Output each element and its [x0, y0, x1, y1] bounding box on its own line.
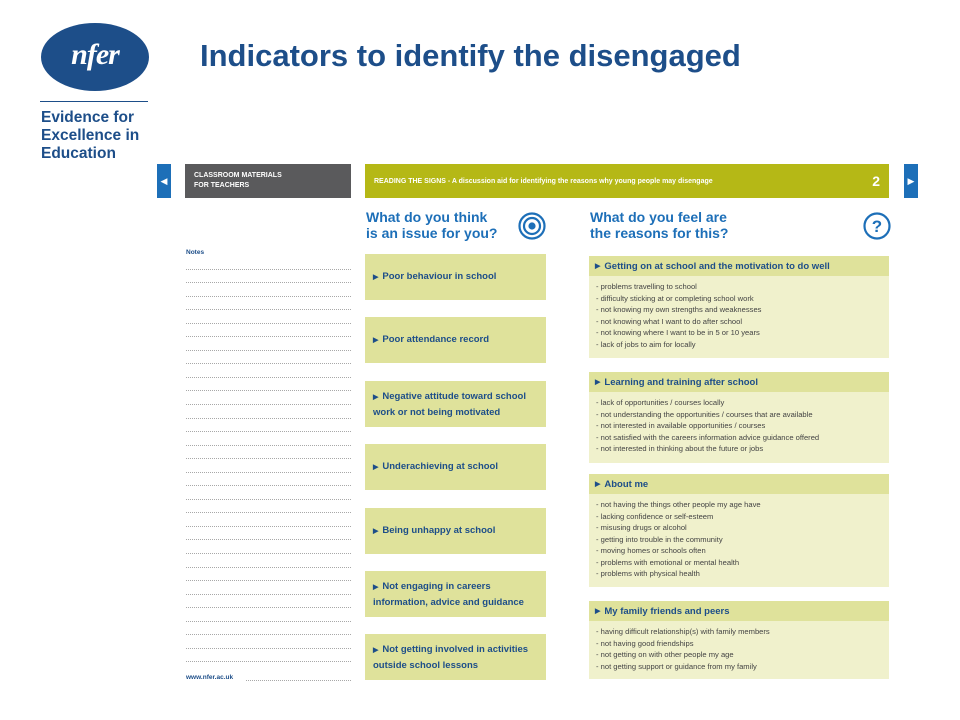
reasons-heading-line: What do you feel are	[590, 209, 727, 225]
slide-title: Indicators to identify the disengaged	[200, 38, 741, 73]
classroom-materials-line: CLASSROOM MATERIALS	[194, 172, 282, 179]
tagline	[41, 109, 139, 163]
reason-group-title: Learning and training after school	[604, 376, 758, 388]
tagline-line: Evidence for	[41, 109, 135, 126]
reason-item: - moving homes or schools often	[596, 546, 706, 555]
reason-group-header[interactable]	[589, 601, 889, 621]
notes-line	[186, 473, 351, 487]
notes-line	[186, 364, 351, 378]
issue-box[interactable]	[365, 634, 546, 680]
issue-text: ▶ Negative attitude toward school work or not being motivated	[373, 390, 526, 418]
notes-line	[186, 337, 351, 351]
reason-item: - not getting support or guidance from my family	[596, 661, 757, 671]
logo-divider	[40, 101, 148, 102]
notes-line	[246, 680, 351, 681]
arrow-right-icon: ▶	[595, 379, 601, 386]
banner-title: READING THE SIGNS - A discussion aid for identifying the reasons why young people may disengage	[374, 177, 713, 185]
issue-box[interactable]	[365, 317, 546, 363]
reason-item: - not satisfied with the careers information advice guidance offered	[596, 432, 820, 442]
notes-line	[186, 649, 351, 663]
arrow-right-icon: ▶	[373, 646, 379, 654]
reason-item: - not having good friendships	[596, 638, 694, 648]
reason-group-title: Getting on at school and the motivation to do well	[604, 260, 830, 272]
reason-group	[589, 474, 889, 587]
reading-the-signs-banner	[365, 164, 889, 198]
question-icon	[863, 212, 891, 240]
tagline-line: Excellence in	[41, 127, 140, 144]
notes-line	[186, 446, 351, 460]
issue-box[interactable]	[365, 444, 546, 490]
reason-item: - not knowing where I want to be in 5 or 10 years	[596, 328, 760, 337]
issue-text: ▶ Being unhappy at school	[373, 525, 496, 536]
reason-group-body	[589, 494, 889, 587]
classroom-materials-header	[185, 164, 351, 198]
reason-group-header[interactable]	[589, 372, 889, 392]
reason-item: - problems travelling to school	[596, 282, 697, 291]
issues-heading-line: What do you think	[366, 209, 488, 225]
reason-group	[589, 256, 889, 358]
notes-line	[186, 540, 351, 554]
reason-group-body	[589, 621, 889, 679]
reason-item: - getting into trouble in the community	[596, 534, 723, 544]
left-triangle-icon: ◀	[160, 175, 168, 186]
arrow-right-icon: ▶	[595, 263, 601, 270]
reasons-heading-line: the reasons for this?	[590, 225, 729, 241]
notes-line	[186, 256, 351, 270]
issue-box[interactable]	[365, 508, 546, 554]
issue-box[interactable]	[365, 381, 546, 427]
notes-line	[186, 608, 351, 622]
right-triangle-icon: ▶	[907, 175, 915, 186]
notes-line	[186, 568, 351, 582]
notes-line	[186, 324, 351, 338]
previous-page-button[interactable]	[157, 164, 171, 198]
reason-item: - lacking confidence or self-esteem	[596, 511, 714, 521]
issue-text: ▶ Not engaging in careers information, advice and guidance	[373, 580, 524, 608]
reason-item: - lack of jobs to aim for locally	[596, 339, 696, 349]
notes-line	[186, 459, 351, 473]
reason-item: - misusing drugs or alcohol	[596, 523, 687, 532]
arrow-right-icon: ▶	[373, 274, 379, 281]
notes-line	[186, 391, 351, 405]
notes-line	[186, 351, 351, 365]
reason-group-body	[589, 276, 889, 358]
reason-item: - not having the things other people my age have	[596, 500, 761, 509]
reason-item: - not understanding the opportunities / courses that are available	[596, 409, 813, 419]
reason-item: - problems with emotional or mental health	[596, 557, 740, 567]
reason-group	[589, 601, 889, 679]
issues-heading-line: is an issue for you?	[366, 225, 498, 241]
notes-line	[186, 635, 351, 649]
reasons-heading	[590, 209, 728, 241]
reason-item: - lack of opportunities / courses locally	[596, 398, 725, 407]
notes-line	[186, 419, 351, 433]
arrow-right-icon: ▶	[595, 481, 601, 488]
next-page-button[interactable]	[904, 164, 918, 198]
notes-line	[186, 405, 351, 419]
notes-line	[186, 513, 351, 527]
arrow-right-icon: ▶	[373, 528, 379, 535]
notes-line	[186, 622, 351, 636]
notes-line	[186, 486, 351, 500]
notes-line	[186, 310, 351, 324]
notes-label: Notes	[186, 249, 205, 256]
arrow-right-icon: ▶	[595, 608, 601, 615]
issues-heading	[366, 209, 497, 241]
reason-group-body	[589, 392, 889, 463]
reason-group-title: My family friends and peers	[604, 605, 730, 617]
target-icon	[518, 212, 546, 240]
arrow-right-icon: ▶	[373, 583, 379, 591]
nfer-logo	[40, 22, 150, 92]
notes-line	[186, 432, 351, 446]
reason-item: - not knowing what I want to do after school	[596, 316, 743, 326]
issue-text: ▶ Not getting involved in activities outside school lessons	[373, 643, 529, 671]
notes-line	[186, 554, 351, 568]
reason-group-header[interactable]	[589, 256, 889, 276]
notes-line	[186, 595, 351, 609]
issue-box[interactable]	[365, 571, 546, 617]
reason-item: - difficulty sticking at or completing school work	[596, 293, 754, 303]
issue-text: ▶ Poor behaviour in school	[373, 271, 497, 282]
logo-text: nfer	[71, 38, 119, 71]
notes-line	[186, 378, 351, 392]
arrow-right-icon: ▶	[373, 464, 379, 471]
notes-line	[186, 581, 351, 595]
notes-line	[186, 270, 351, 284]
reason-item: - problems with physical health	[596, 569, 700, 578]
tagline-line: Education	[41, 145, 116, 162]
notes-line	[186, 297, 351, 311]
issue-text: ▶ Poor attendance record	[373, 334, 490, 345]
page-number: 2	[872, 173, 880, 189]
classroom-materials-line: FOR TEACHERS	[194, 182, 250, 189]
reason-item: - having difficult relationship(s) with family members	[596, 627, 770, 636]
notes-line	[186, 500, 351, 514]
reason-item: - not knowing my own strengths and weaknesses	[596, 305, 762, 314]
reason-group-title: About me	[604, 478, 649, 490]
arrow-right-icon: ▶	[373, 393, 379, 401]
notes-line	[186, 527, 351, 541]
reason-item: - not interested in available opportunities / courses	[596, 421, 766, 430]
issue-text: ▶ Underachieving at school	[373, 461, 499, 472]
reason-group-header[interactable]	[589, 474, 889, 494]
reason-item: - not interested in thinking about the future or jobs	[596, 444, 764, 453]
reason-item: - not getting on with other people my age	[596, 650, 734, 659]
issue-box[interactable]	[365, 254, 546, 300]
notes-lines	[186, 256, 351, 662]
website-url: www.nfer.ac.uk	[186, 674, 234, 681]
reason-group	[589, 372, 889, 463]
arrow-right-icon: ▶	[373, 337, 379, 344]
svg-text:?: ?	[871, 217, 883, 236]
notes-line	[186, 283, 351, 297]
